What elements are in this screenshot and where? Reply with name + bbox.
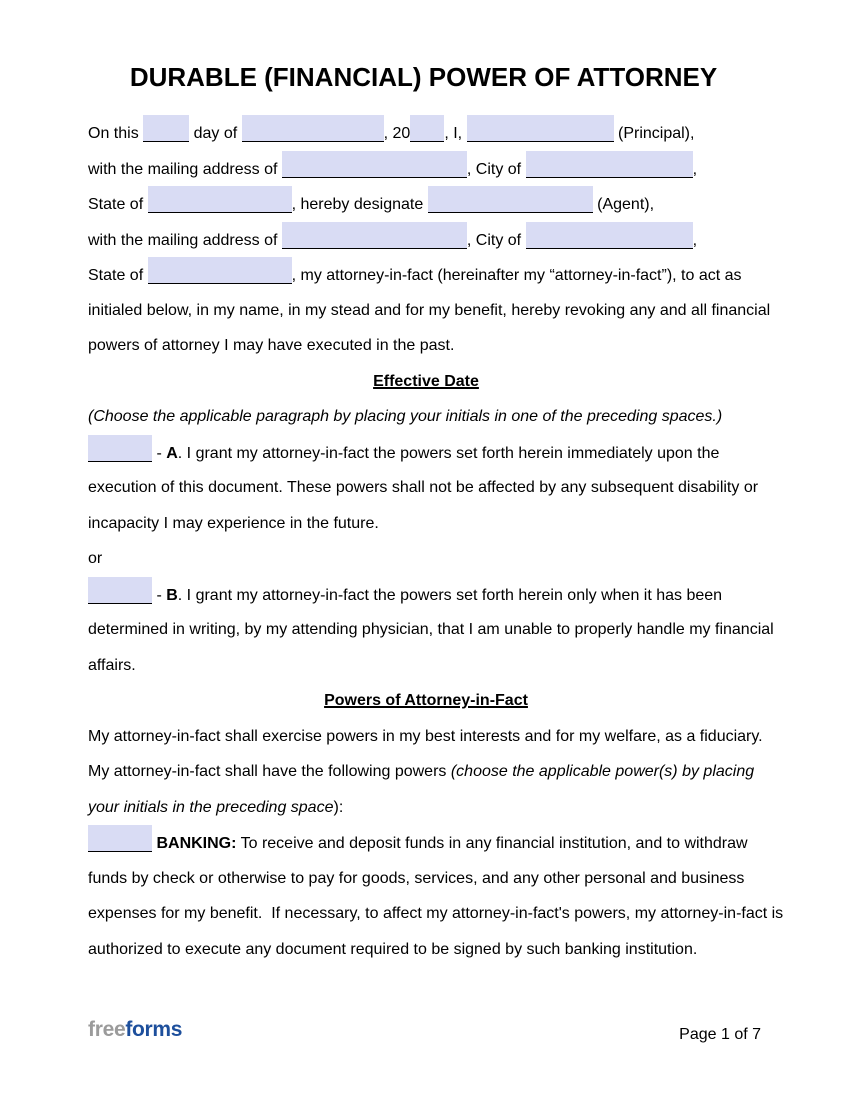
text-run: execution of this document. These powers shall not be affected by any subsequent disability or [88, 479, 759, 496]
intro-line-3 [88, 186, 764, 222]
month-blank[interactable] [242, 115, 384, 142]
intro-line-6 [88, 293, 771, 329]
text-run: or [88, 550, 103, 567]
text-run: incapacity I may experience in the future. [88, 514, 379, 532]
text-run: powers of attorney I may have executed in the past. [88, 337, 455, 354]
choice-a-line-2 [88, 470, 764, 506]
day-blank[interactable] [143, 115, 189, 142]
agent-name-blank[interactable] [428, 186, 593, 213]
powers-intro-line-3 [88, 790, 764, 826]
principal-city-blank[interactable] [526, 151, 693, 178]
text-run: authorized to execute any document required to be signed by such banking institution. [88, 940, 698, 958]
text-run: A [166, 444, 178, 462]
choice-b-line-1 [88, 577, 764, 613]
text-run: , my attorney-in-fact (hereinafter my “attorney-in-fact”), to act as [291, 267, 742, 284]
initials-a-blank[interactable] [88, 435, 152, 462]
choice-a-line-3 [88, 506, 764, 542]
page-number: Page 1 of 7 [679, 1026, 761, 1043]
text-run: (Choose the applicable paragraph by placing your initials in one of the preceding spaces.) [88, 408, 723, 425]
choice-b-line-2 [88, 612, 774, 648]
text-run: expenses for my benefit. If necessary, to affect my attorney-in-fact's powers, my attorney-in-fact is [88, 905, 784, 922]
intro-line-1 [88, 115, 764, 151]
freeforms-logo [88, 1018, 182, 1042]
text-run: , [692, 231, 698, 249]
text-run: initialed below, in my name, in my stead and for my benefit, hereby revoking any and all financial [88, 301, 771, 319]
document-title: DURABLE (FINANCIAL) POWER OF ATTORNEY [129, 62, 718, 92]
text-run: , I, [444, 125, 467, 142]
banking-line-2 [88, 861, 764, 897]
text-run: (Agent), [592, 196, 655, 213]
text-run: determined in writing, by my attending physician, that I am unable to properly handle my financial [88, 621, 774, 638]
text-run: Effective Date [373, 372, 479, 390]
principal-state-blank[interactable] [148, 186, 292, 213]
initials-banking-blank[interactable] [88, 825, 152, 852]
effective-date-instruction [88, 399, 764, 435]
initials-b-blank[interactable] [88, 577, 152, 604]
text-run: , City of [466, 231, 526, 249]
text-run: My attorney-in-fact shall exercise powers in my best interests and for my welfare, as a fiduciary. [88, 727, 763, 745]
text-run: , City of [466, 160, 526, 178]
choice-a-line-1 [88, 435, 764, 471]
principal-address-blank[interactable] [282, 151, 467, 178]
powers-intro-line-1 [88, 719, 764, 755]
text-run: day of [189, 125, 242, 142]
text-run: (Principal), [613, 125, 695, 142]
text-run: BANKING: [156, 835, 237, 852]
text-run: with the mailing address of [88, 160, 282, 178]
text-run: . I grant my attorney-in-fact the powers set forth herein only when it has been [177, 586, 723, 604]
banking-line-3 [88, 896, 784, 932]
text-run: - [152, 444, 167, 462]
intro-line-2 [88, 151, 764, 187]
text-run: your initials in the preceding space [88, 798, 334, 816]
logo-text-forms: forms [125, 1018, 183, 1041]
choice-b-line-3 [88, 648, 764, 684]
text-run: My attorney-in-fact shall have the following powers [88, 763, 451, 780]
text-run: Powers of Attorney-in-Fact [324, 692, 528, 709]
intro-line-7 [88, 328, 764, 364]
agent-address-blank[interactable] [282, 222, 467, 249]
agent-state-blank[interactable] [148, 257, 292, 284]
text-run: affairs. [88, 656, 136, 674]
text-run: with the mailing address of [88, 231, 282, 249]
logo-text-free: free [88, 1018, 126, 1041]
principal-name-blank[interactable] [467, 115, 614, 142]
effective-date-heading [88, 364, 764, 400]
text-run: , 20 [383, 125, 411, 142]
text-run: , [692, 160, 698, 178]
agent-city-blank[interactable] [526, 222, 693, 249]
text-run: To receive and deposit funds in any financial institution, and to withdraw [236, 835, 748, 852]
text-run: State of [88, 267, 148, 284]
text-run: On this [88, 125, 144, 142]
text-run: - [152, 586, 167, 604]
text-run: State of [88, 196, 148, 213]
powers-intro-line-2 [88, 754, 764, 790]
text-run: funds by check or otherwise to pay for goods, services, and any other personal and business [88, 869, 745, 887]
document-body [88, 115, 784, 967]
text-run: , hereby designate [291, 196, 428, 213]
or-line [88, 541, 764, 577]
banking-line-1 [88, 825, 764, 861]
text-run: B [166, 586, 178, 604]
intro-line-5 [88, 257, 764, 293]
text-run: ): [333, 798, 344, 816]
powers-heading [88, 683, 764, 719]
year-blank[interactable] [410, 115, 444, 142]
text-run: . I grant my attorney-in-fact the powers set forth herein immediately upon the [177, 444, 720, 462]
banking-line-4 [88, 932, 764, 968]
text-run: (choose the applicable power(s) by placing [450, 763, 755, 780]
intro-line-4 [88, 222, 764, 258]
